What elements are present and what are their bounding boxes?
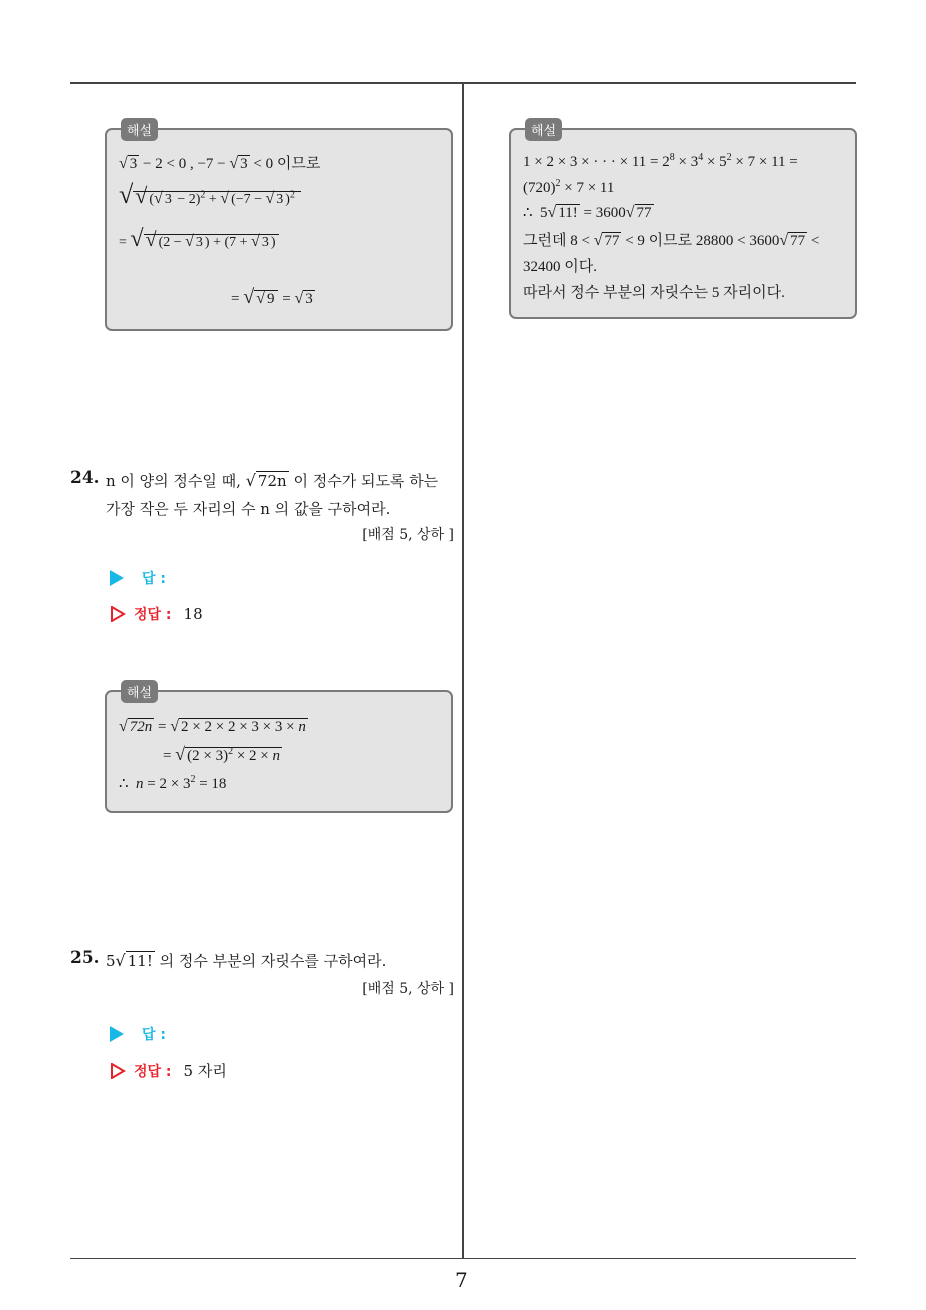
solution-1-line-1: √ 3 − 2 < 0 , −7 − √ 3 < 0 이므로 [119,155,321,172]
solution-box-2 [105,686,453,813]
solution-1-line-2: √√ (√ 3 − 2)$^2$ + √ (−7 − √ 3 )$^2$ [119,180,301,210]
play-triangle-icon [110,570,124,586]
answer-input-24[interactable] [174,569,374,587]
question-24-line-1: n 이 양의 정수일 때, √ 72n 이 정수가 되도록 하는 [106,471,439,490]
solution-tag: 해설 [525,118,562,141]
correct-value-25: 5 자리 [183,1062,227,1080]
solution-3-line-1: 1 × 2 × 3 × · · · × $11 = 2^8 \times 3^4 \times 5^2 \times 7 \times 11$ = [523,152,798,170]
solution-3-line-3: ∴ 5√ 11! = 3600√ 77 [523,204,652,221]
outline-triangle-icon [110,606,126,622]
correct-label: 정답 : [134,1063,172,1080]
solution-tag: 해설 [121,680,158,703]
solution-box-3 [509,124,857,319]
answer-label: 답 : [142,571,166,587]
solution-2-line-2: = √ $(2 \times 3)^2 \times 2 \times n$ [163,744,280,764]
outline-triangle-icon [110,1063,126,1079]
solution-2-line-1: √ 72n = √ 2 × 2 × 2 × 3 × 3 × n [119,718,306,735]
solution-1-line-3: = √ √ (2 − √ 3 ) + (7 + √ 3 ) [119,226,279,253]
question-24-points: [배점 5, 상하 ] [362,527,454,543]
question-24-line-2: 가장 작은 두 자리의 수 n 의 값을 구하여라. [106,500,391,518]
play-triangle-icon [110,1026,124,1042]
solution-tag: 해설 [121,118,158,141]
solution-3-line-2: $(720)^2 \times 7 \times 11$ [523,178,615,196]
answer-input-25[interactable] [174,1025,374,1043]
question-24-number: 24. [70,468,100,488]
column-divider [462,84,464,1259]
correct-label: 정답 : [134,607,172,623]
question-25-points: [배점 5, 상하 ] [362,981,454,997]
page-number: 7 [455,1268,468,1292]
question-25-number: 25. [70,948,100,968]
solution-1-line-4: = √ √ 9 = √ 3 [231,286,313,308]
question-24-correct-row [110,604,203,624]
solution-3-line-4: 그런데 8 < √ 77 < 9 이므로 28800 < 3600√ 77 < [523,232,820,249]
correct-value-24: 18 [183,605,203,623]
question-24-answer-row [110,568,374,588]
bottom-rule [70,1258,856,1259]
answer-label: 답 : [142,1027,166,1043]
solution-3-line-6: 따라서 정수 부분의 자릿수는 5 자리이다. [523,285,785,301]
question-25-correct-row [110,1060,227,1081]
question-25-text: 5√ 11! 의 정수 부분의 자릿수를 구하여라. [106,951,387,970]
solution-box-1 [105,124,453,331]
solution-2-line-3: ∴ $n = 2 \times 3^2 = 18$ [119,774,227,792]
question-25-answer-row [110,1024,374,1044]
solution-3-line-5: 32400 이다. [523,259,597,275]
